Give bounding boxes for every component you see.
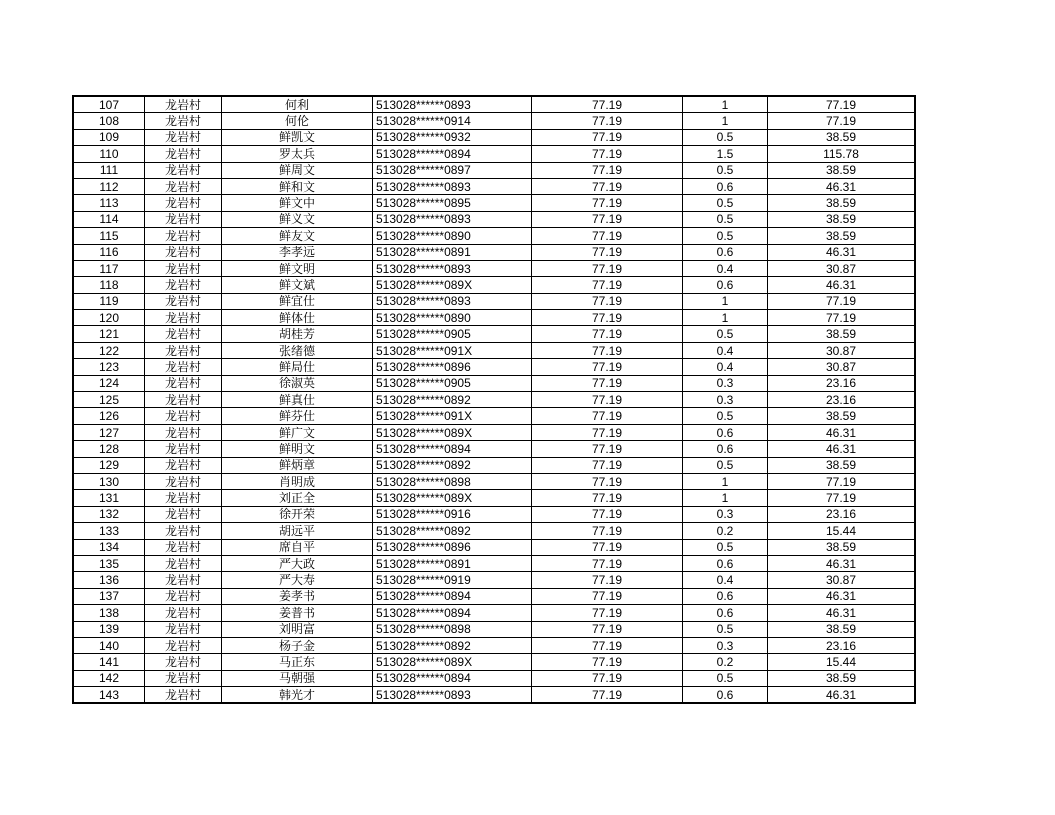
quantity-cell: 1 [683,96,768,113]
id-number-cell: 513028******0898 [373,473,532,489]
quantity-cell: 0.6 [683,244,768,260]
village-cell: 龙岩村 [145,605,222,621]
quantity-cell: 0.5 [683,326,768,342]
table-row [73,310,915,326]
amount-cell: 38.59 [768,457,916,473]
row-number: 142 [73,670,145,686]
id-number-cell: 513028******0893 [373,96,532,113]
quantity-cell: 0.4 [683,359,768,375]
row-number: 133 [73,523,145,539]
quantity-cell: 1 [683,113,768,129]
area-cell: 77.19 [532,260,683,276]
name-cell: 刘明富 [222,621,373,637]
id-number-cell: 513028******0916 [373,506,532,522]
table-row [73,113,915,129]
quantity-cell: 0.3 [683,392,768,408]
name-cell: 何伦 [222,113,373,129]
area-cell: 77.19 [532,228,683,244]
table-row [73,506,915,522]
area-cell: 77.19 [532,555,683,571]
area-cell: 77.19 [532,113,683,129]
id-number-cell: 513028******0895 [373,195,532,211]
quantity-cell: 0.5 [683,670,768,686]
quantity-cell: 0.6 [683,588,768,604]
amount-cell: 46.31 [768,178,916,194]
row-number: 116 [73,244,145,260]
village-cell: 龙岩村 [145,359,222,375]
id-number-cell: 513028******0892 [373,392,532,408]
village-cell: 龙岩村 [145,96,222,113]
area-cell: 77.19 [532,687,683,704]
quantity-cell: 1.5 [683,146,768,162]
table-row [73,162,915,178]
row-number: 128 [73,441,145,457]
table-row [73,211,915,227]
quantity-cell: 0.4 [683,342,768,358]
row-number: 135 [73,555,145,571]
area-cell: 77.19 [532,654,683,670]
table-row [73,146,915,162]
row-number: 119 [73,293,145,309]
name-cell: 徐开荣 [222,506,373,522]
row-number: 108 [73,113,145,129]
amount-cell: 77.19 [768,96,916,113]
name-cell: 鲜周文 [222,162,373,178]
row-number: 136 [73,572,145,588]
quantity-cell: 0.5 [683,539,768,555]
village-cell: 龙岩村 [145,523,222,539]
id-number-cell: 513028******0919 [373,572,532,588]
village-cell: 龙岩村 [145,178,222,194]
id-number-cell: 513028******091X [373,408,532,424]
amount-cell: 46.31 [768,605,916,621]
amount-cell: 46.31 [768,244,916,260]
village-cell: 龙岩村 [145,211,222,227]
id-number-cell: 513028******0905 [373,326,532,342]
area-cell: 77.19 [532,473,683,489]
amount-cell: 23.16 [768,506,916,522]
area-cell: 77.19 [532,195,683,211]
table-row [73,687,915,704]
amount-cell: 77.19 [768,490,916,506]
amount-cell: 38.59 [768,326,916,342]
row-number: 123 [73,359,145,375]
amount-cell: 77.19 [768,473,916,489]
amount-cell: 38.59 [768,195,916,211]
row-number: 134 [73,539,145,555]
amount-cell: 23.16 [768,637,916,653]
village-cell: 龙岩村 [145,572,222,588]
name-cell: 肖明成 [222,473,373,489]
name-cell: 鲜文明 [222,260,373,276]
name-cell: 鲜和文 [222,178,373,194]
village-cell: 龙岩村 [145,392,222,408]
table-row [73,441,915,457]
amount-cell: 38.59 [768,539,916,555]
area-cell: 77.19 [532,293,683,309]
amount-cell: 23.16 [768,375,916,391]
quantity-cell: 1 [683,310,768,326]
row-number: 111 [73,162,145,178]
village-cell: 龙岩村 [145,424,222,440]
table-row [73,260,915,276]
village-cell: 龙岩村 [145,146,222,162]
id-number-cell: 513028******0893 [373,260,532,276]
village-cell: 龙岩村 [145,326,222,342]
amount-cell: 46.31 [768,424,916,440]
area-cell: 77.19 [532,211,683,227]
row-number: 125 [73,392,145,408]
row-number: 121 [73,326,145,342]
table-row [73,228,915,244]
table-row [73,293,915,309]
id-number-cell: 513028******0892 [373,637,532,653]
area-cell: 77.19 [532,408,683,424]
village-cell: 龙岩村 [145,637,222,653]
amount-cell: 38.59 [768,162,916,178]
village-cell: 龙岩村 [145,621,222,637]
row-number: 122 [73,342,145,358]
id-number-cell: 513028******0897 [373,162,532,178]
id-number-cell: 513028******0896 [373,359,532,375]
name-cell: 鲜凯文 [222,129,373,145]
village-cell: 龙岩村 [145,195,222,211]
table-row [73,457,915,473]
amount-cell: 15.44 [768,523,916,539]
row-number: 129 [73,457,145,473]
area-cell: 77.19 [532,670,683,686]
table-row [73,342,915,358]
id-number-cell: 513028******0893 [373,211,532,227]
id-number-cell: 513028******0894 [373,670,532,686]
table-row [73,244,915,260]
row-number: 114 [73,211,145,227]
table-row [73,473,915,489]
id-number-cell: 513028******0894 [373,588,532,604]
amount-cell: 38.59 [768,621,916,637]
quantity-cell: 0.5 [683,162,768,178]
table-row [73,408,915,424]
row-number: 110 [73,146,145,162]
quantity-cell: 0.5 [683,621,768,637]
village-cell: 龙岩村 [145,490,222,506]
area-cell: 77.19 [532,637,683,653]
row-number: 131 [73,490,145,506]
area-cell: 77.19 [532,129,683,145]
area-cell: 77.19 [532,178,683,194]
village-cell: 龙岩村 [145,375,222,391]
quantity-cell: 0.2 [683,523,768,539]
row-number: 137 [73,588,145,604]
amount-cell: 77.19 [768,293,916,309]
amount-cell: 30.87 [768,359,916,375]
amount-cell: 30.87 [768,342,916,358]
village-cell: 龙岩村 [145,342,222,358]
name-cell: 杨子金 [222,637,373,653]
name-cell: 胡桂芳 [222,326,373,342]
name-cell: 李孝远 [222,244,373,260]
name-cell: 张绪德 [222,342,373,358]
area-cell: 77.19 [532,506,683,522]
name-cell: 姜普书 [222,605,373,621]
name-cell: 刘正全 [222,490,373,506]
row-number: 127 [73,424,145,440]
id-number-cell: 513028******0896 [373,539,532,555]
area-cell: 77.19 [532,539,683,555]
village-cell: 龙岩村 [145,260,222,276]
quantity-cell: 0.6 [683,555,768,571]
table-row [73,195,915,211]
village-cell: 龙岩村 [145,555,222,571]
id-number-cell: 513028******0898 [373,621,532,637]
row-number: 130 [73,473,145,489]
id-number-cell: 513028******0892 [373,457,532,473]
village-cell: 龙岩村 [145,113,222,129]
id-number-cell: 513028******0894 [373,605,532,621]
name-cell: 鲜局仕 [222,359,373,375]
id-number-cell: 513028******089X [373,490,532,506]
name-cell: 鲜文中 [222,195,373,211]
area-cell: 77.19 [532,375,683,391]
row-number: 120 [73,310,145,326]
name-cell: 鲜宜仕 [222,293,373,309]
area-cell: 77.19 [532,277,683,293]
name-cell: 严大寿 [222,572,373,588]
area-cell: 77.19 [532,326,683,342]
name-cell: 马正东 [222,654,373,670]
quantity-cell: 0.4 [683,572,768,588]
name-cell: 鲜文斌 [222,277,373,293]
table-row [73,605,915,621]
row-number: 109 [73,129,145,145]
table-row [73,277,915,293]
village-cell: 龙岩村 [145,228,222,244]
quantity-cell: 0.6 [683,277,768,293]
quantity-cell: 0.5 [683,457,768,473]
row-number: 112 [73,178,145,194]
id-number-cell: 513028******0890 [373,228,532,244]
table-row [73,670,915,686]
quantity-cell: 0.6 [683,605,768,621]
id-number-cell: 513028******0891 [373,555,532,571]
village-cell: 龙岩村 [145,310,222,326]
village-cell: 龙岩村 [145,506,222,522]
village-cell: 龙岩村 [145,162,222,178]
row-number: 132 [73,506,145,522]
table-row [73,129,915,145]
table-row [73,375,915,391]
row-number: 139 [73,621,145,637]
amount-cell: 38.59 [768,228,916,244]
area-cell: 77.19 [532,424,683,440]
quantity-cell: 1 [683,490,768,506]
row-number: 118 [73,277,145,293]
amount-cell: 38.59 [768,670,916,686]
amount-cell: 46.31 [768,588,916,604]
name-cell: 胡远平 [222,523,373,539]
name-cell: 鲜芬仕 [222,408,373,424]
table-row [73,178,915,194]
table-body [73,96,915,703]
amount-cell: 38.59 [768,129,916,145]
amount-cell: 30.87 [768,260,916,276]
village-cell: 龙岩村 [145,441,222,457]
id-number-cell: 513028******0894 [373,441,532,457]
row-number: 117 [73,260,145,276]
quantity-cell: 0.4 [683,260,768,276]
row-number: 113 [73,195,145,211]
quantity-cell: 0.3 [683,637,768,653]
quantity-cell: 1 [683,473,768,489]
village-cell: 龙岩村 [145,670,222,686]
quantity-cell: 0.2 [683,654,768,670]
quantity-cell: 0.6 [683,178,768,194]
name-cell: 席自平 [222,539,373,555]
row-number: 126 [73,408,145,424]
village-cell: 龙岩村 [145,277,222,293]
quantity-cell: 0.5 [683,211,768,227]
amount-cell: 46.31 [768,687,916,704]
village-cell: 龙岩村 [145,457,222,473]
area-cell: 77.19 [532,96,683,113]
area-cell: 77.19 [532,342,683,358]
quantity-cell: 0.5 [683,408,768,424]
amount-cell: 115.78 [768,146,916,162]
row-number: 124 [73,375,145,391]
row-number: 140 [73,637,145,653]
village-cell: 龙岩村 [145,408,222,424]
row-number: 138 [73,605,145,621]
id-number-cell: 513028******0891 [373,244,532,260]
village-cell: 龙岩村 [145,539,222,555]
table-row [73,523,915,539]
area-cell: 77.19 [532,146,683,162]
area-cell: 77.19 [532,392,683,408]
amount-cell: 77.19 [768,113,916,129]
name-cell: 鲜广文 [222,424,373,440]
amount-cell: 46.31 [768,277,916,293]
amount-cell: 15.44 [768,654,916,670]
village-cell: 龙岩村 [145,654,222,670]
table-row [73,392,915,408]
village-cell: 龙岩村 [145,244,222,260]
village-cell: 龙岩村 [145,588,222,604]
amount-cell: 46.31 [768,555,916,571]
name-cell: 徐淑英 [222,375,373,391]
id-number-cell: 513028******089X [373,654,532,670]
table-row [73,539,915,555]
quantity-cell: 0.6 [683,424,768,440]
row-number: 107 [73,96,145,113]
table-row [73,424,915,440]
village-cell: 龙岩村 [145,293,222,309]
name-cell: 鲜友文 [222,228,373,244]
id-number-cell: 513028******0905 [373,375,532,391]
area-cell: 77.19 [532,621,683,637]
area-cell: 77.19 [532,457,683,473]
quantity-cell: 0.5 [683,195,768,211]
name-cell: 何利 [222,96,373,113]
row-number: 115 [73,228,145,244]
id-number-cell: 513028******0914 [373,113,532,129]
quantity-cell: 0.3 [683,506,768,522]
name-cell: 严大政 [222,555,373,571]
table-row [73,572,915,588]
quantity-cell: 0.6 [683,441,768,457]
id-number-cell: 513028******0892 [373,523,532,539]
id-number-cell: 513028******0893 [373,293,532,309]
area-cell: 77.19 [532,359,683,375]
table-row [73,621,915,637]
area-cell: 77.19 [532,310,683,326]
quantity-cell: 0.5 [683,228,768,244]
table-row [73,555,915,571]
table-row [73,637,915,653]
table-row [73,588,915,604]
area-cell: 77.19 [532,441,683,457]
name-cell: 韩光才 [222,687,373,704]
id-number-cell: 513028******091X [373,342,532,358]
id-number-cell: 513028******0890 [373,310,532,326]
area-cell: 77.19 [532,588,683,604]
name-cell: 姜孝书 [222,588,373,604]
table-row [73,654,915,670]
data-table [72,95,916,704]
table-row [73,326,915,342]
name-cell: 鲜炳章 [222,457,373,473]
area-cell: 77.19 [532,244,683,260]
id-number-cell: 513028******0893 [373,178,532,194]
area-cell: 77.19 [532,490,683,506]
area-cell: 77.19 [532,523,683,539]
name-cell: 鲜明文 [222,441,373,457]
name-cell: 鲜义文 [222,211,373,227]
quantity-cell: 0.5 [683,129,768,145]
id-number-cell: 513028******089X [373,424,532,440]
id-number-cell: 513028******089X [373,277,532,293]
id-number-cell: 513028******0932 [373,129,532,145]
amount-cell: 38.59 [768,408,916,424]
amount-cell: 23.16 [768,392,916,408]
area-cell: 77.19 [532,162,683,178]
id-number-cell: 513028******0893 [373,687,532,704]
amount-cell: 46.31 [768,441,916,457]
quantity-cell: 1 [683,293,768,309]
amount-cell: 77.19 [768,310,916,326]
table-row [73,490,915,506]
amount-cell: 30.87 [768,572,916,588]
row-number: 141 [73,654,145,670]
area-cell: 77.19 [532,572,683,588]
village-cell: 龙岩村 [145,687,222,704]
row-number: 143 [73,687,145,704]
village-cell: 龙岩村 [145,473,222,489]
village-cell: 龙岩村 [145,129,222,145]
area-cell: 77.19 [532,605,683,621]
id-number-cell: 513028******0894 [373,146,532,162]
name-cell: 马朝强 [222,670,373,686]
table-row [73,96,915,113]
amount-cell: 38.59 [768,211,916,227]
name-cell: 鲜体仕 [222,310,373,326]
table-row [73,359,915,375]
name-cell: 罗太兵 [222,146,373,162]
quantity-cell: 0.6 [683,687,768,704]
quantity-cell: 0.3 [683,375,768,391]
name-cell: 鲜真仕 [222,392,373,408]
